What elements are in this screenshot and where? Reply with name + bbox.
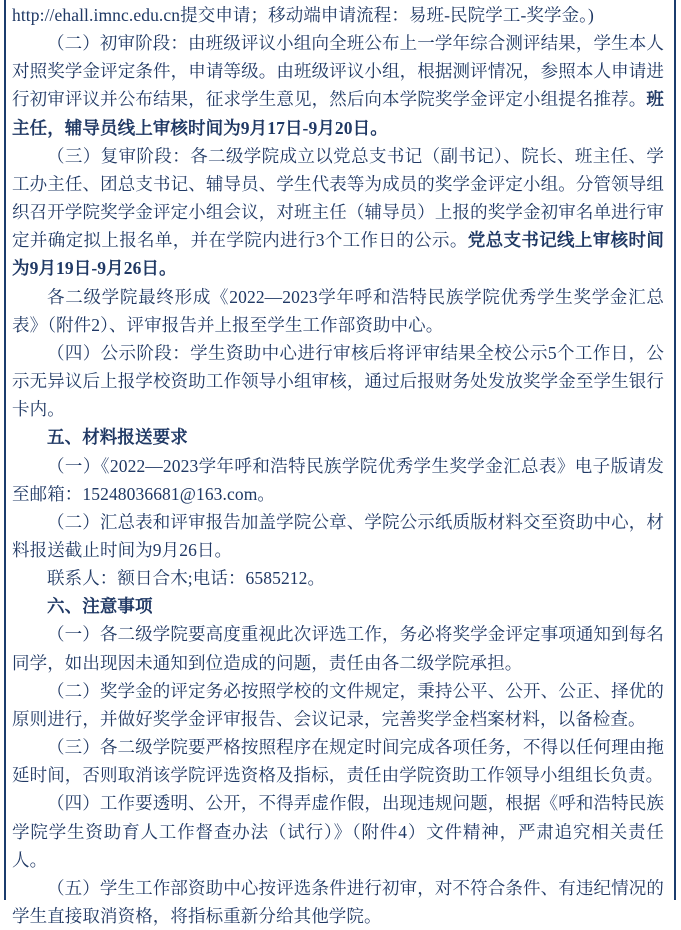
para-note-1-notification: [12, 620, 664, 676]
para-bold-deadline: 班主任，辅导员线上审核时间为9月17日-9月20日。: [12, 89, 664, 138]
para-text: http://ehall.imnc.edu.cn提交申请；移动端申请流程：易班-民院学工-奖学金。): [12, 5, 594, 25]
para-text: （一）各二级学院要高度重视此次评选工作，务必将奖学金评定事项通知到每名同学，如出现因未通知到位造成的问题，责任由各二级学院承担。: [12, 624, 664, 673]
page-right-border: [674, 0, 676, 900]
para-text: （二）奖学金的评定务必按照学校的文件规定，秉持公平、公开、公正、择优的原则进行，并做好奖学金评审报告、会议记录，完善奖学金档案材料，以备检查。: [12, 680, 664, 729]
heading-text: 五、材料报送要求: [47, 427, 188, 448]
para-text: （三）复审阶段：各二级学院成立以党总支书记（副书记）、院长、班主任、学工办主任、团总支书记、辅导员、学生代表等为成员的奖学金评定小组。分管领导组织召开学院奖学金评定小组会议，对班主任（辅导员）上报的奖学金初审名单进行审定并确定拟上报名单，并在学院内进行3个工作日的公示。: [12, 145, 664, 251]
para-paper-material-deadline: [12, 508, 664, 564]
para-application-url-tail: [12, 1, 664, 29]
para-email-submission: [12, 452, 664, 508]
para-note-5-disqualification: [12, 874, 664, 930]
para-note-2-fairness: [12, 677, 664, 733]
para-text: 各二级学院最终形成《2022—2023学年呼和浩特民族学院优秀学生奖学金汇总表》（附件2）、评审报告并上报至学生工作部资助中心。: [12, 286, 664, 335]
page-left-border: [4, 0, 6, 900]
para-text: （三）各二级学院要严格按照程序在规定时间完成各项任务，不得以任何理由拖延时间，否则取消该学院评选资格及指标，责任由学院资助工作领导小组组长负责。: [12, 737, 664, 786]
para-text: （五）学生工作部资助中心按评选条件进行初审，对不符合条件、有违纪情况的学生直接取消资格，将指标重新分给其他学院。: [12, 877, 664, 926]
document-body: [12, 1, 664, 930]
para-bold-deadline: 党总支书记线上审核时间为9月19日-9月26日。: [12, 230, 664, 279]
heading-text: 六、注意事项: [47, 596, 153, 617]
para-note-3-schedule: [12, 733, 664, 789]
para-text: 联系人：额日合木;电话：6585212。: [47, 568, 326, 589]
para-publicity-stage: [12, 339, 664, 423]
para-text: （四）工作要透明、公开，不得弄虚作假，出现违规问题，根据《呼和浩特民族学院学生资助育人工作督查办法（试行）》（附件4）文件精神，严肃追究相关责任人。: [12, 793, 664, 870]
para-text: （四）公示阶段：学生资助中心进行审核后将评审结果全校公示5个工作日，公示无异议后上报学校资助工作领导小组审核，通过后报财务处发放奖学金至学生银行卡内。: [12, 342, 664, 420]
para-text: （二）汇总表和评审报告加盖学院公章、学院公示纸质版材料交至资助中心，材料报送截止时间为9月26日。: [12, 511, 664, 560]
para-text: （二）初审阶段：由班级评议小组向全班公布上一学年综合测评结果，学生本人对照奖学金评定条件，申请等级。由班级评议小组，根据测评情况，参照本人申请进行初审评议并公布结果，征求学生意见，然后向本学院奖学金评定小组提名推荐。: [12, 33, 664, 110]
para-text: （一）《2022—2023学年呼和浩特民族学院优秀学生奖学金汇总表》电子版请发至邮箱：15248036681@163.com。: [12, 455, 664, 504]
heading-section-5-material-submission: [12, 423, 664, 451]
heading-section-6-notes: [12, 592, 664, 620]
para-second-review-stage: [12, 142, 664, 283]
para-contact-info: [12, 564, 664, 592]
para-note-4-transparency: [12, 789, 664, 873]
para-initial-review-stage: [12, 29, 664, 142]
para-summary-table-submission: [12, 283, 664, 339]
